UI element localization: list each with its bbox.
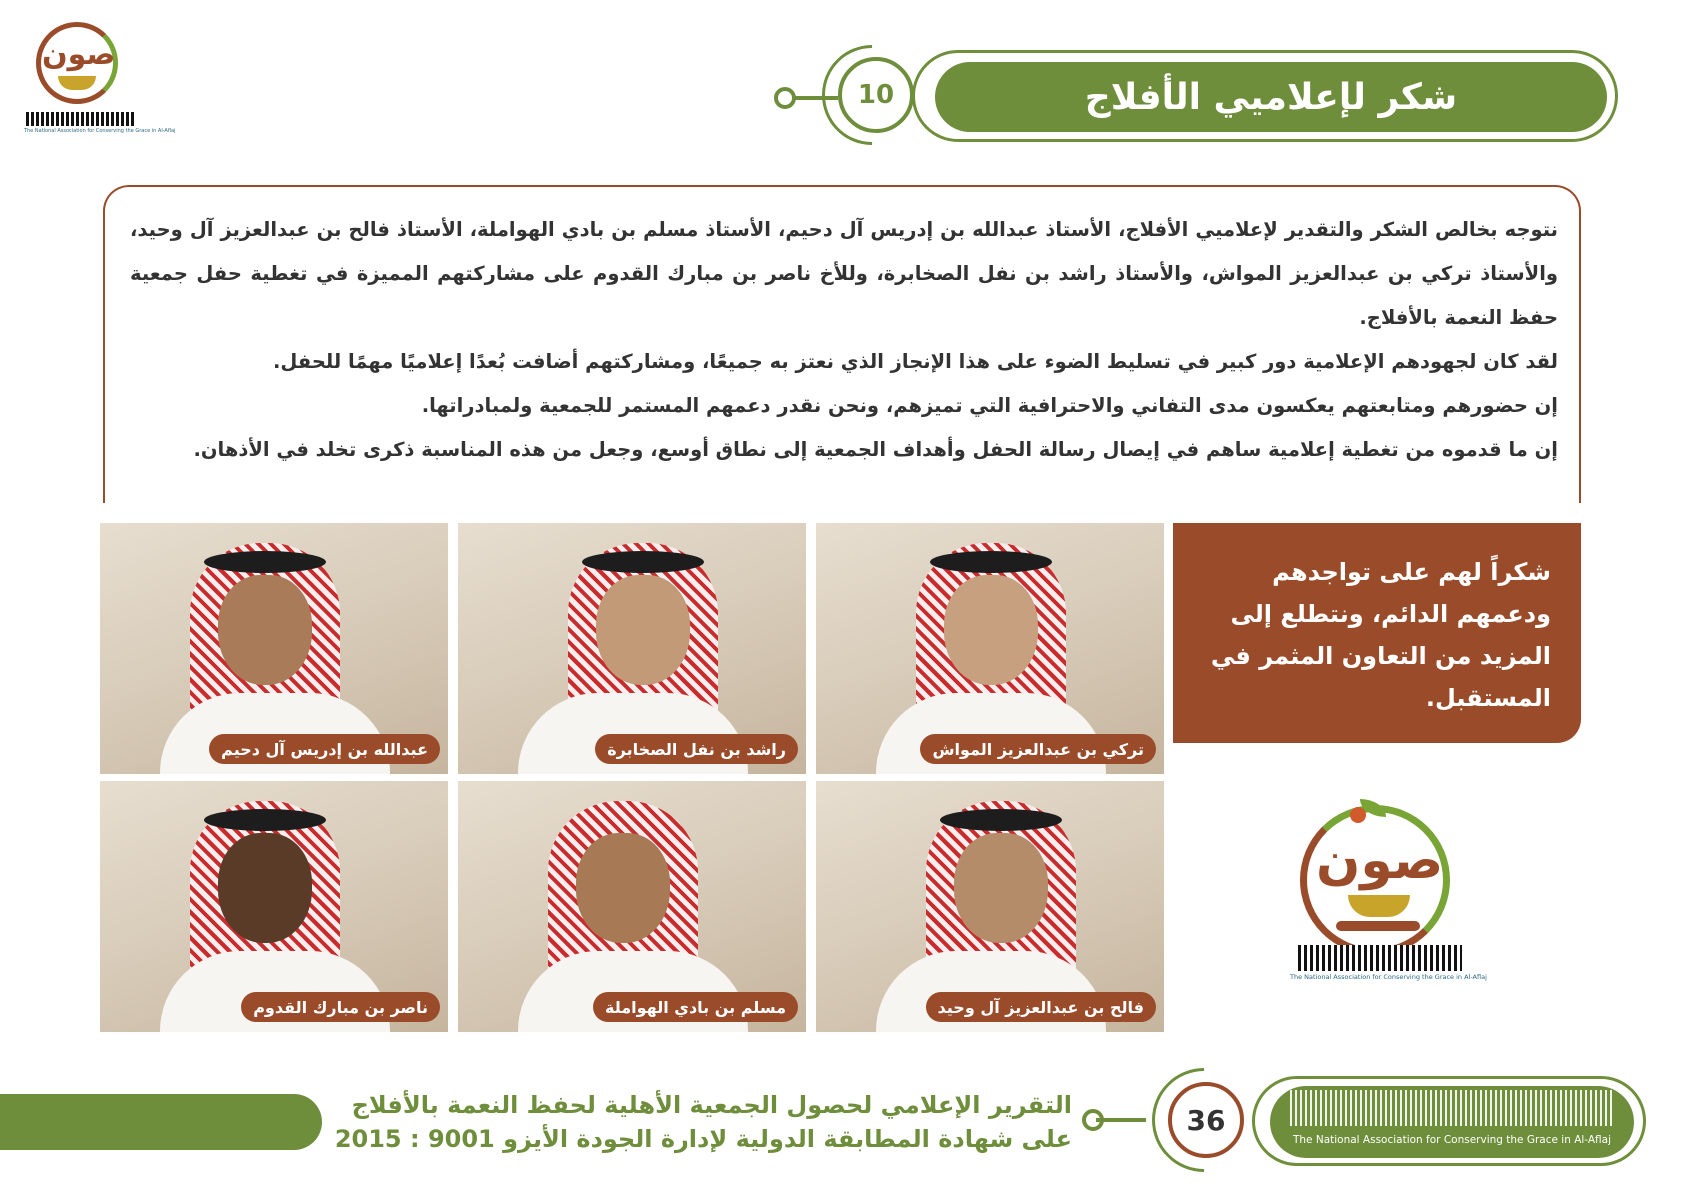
- face-shape: [596, 575, 690, 685]
- photo-falih: [816, 781, 1164, 1032]
- hand-icon: [1336, 921, 1420, 931]
- photo-caption: عبدالله بن إدريس آل دحيم: [209, 734, 440, 764]
- header-connector-dot: [774, 87, 796, 109]
- photo-muslim: [458, 781, 806, 1032]
- fruit-icon: [1350, 807, 1366, 823]
- face-shape: [218, 575, 312, 685]
- photo-caption: مسلم بن بادي الهواملة: [593, 992, 798, 1022]
- photo-rashid: [458, 523, 806, 774]
- thanks-body-text: [130, 208, 1558, 472]
- face-shape: [576, 833, 670, 943]
- face-shape: [944, 575, 1038, 685]
- logo-calligraphy-band: [26, 112, 134, 126]
- page-number: 36: [1168, 1082, 1244, 1158]
- face-shape: [954, 833, 1048, 943]
- agal-shape: [204, 551, 326, 573]
- agal-shape: [582, 551, 704, 573]
- page-title: شكر لإعلاميي الأفلاج: [935, 62, 1607, 132]
- association-logo-small: [24, 18, 176, 134]
- thanks-box: شكراً لهم على تواجدهم ودعمهم الدائم، ونتطلع إلى المزيد من التعاون المثمر في المستقبل.: [1173, 523, 1581, 743]
- agal-shape: [940, 809, 1062, 831]
- photo-caption: فالح بن عبدالعزيز آل وحيد: [926, 992, 1156, 1022]
- face-shape: [218, 833, 312, 943]
- photo-caption: ناصر بن مبارك القدوم: [241, 992, 440, 1022]
- logo-word: صون: [42, 37, 116, 72]
- org-calligraphy-logo: [1290, 1090, 1614, 1126]
- paragraph-coverage: إن ما قدموه من تغطية إعلامية ساهم في إيصال رسالة الحفل وأهداف الجمعية إلى نطاق أوسع، وجعل من هذه المناسبة ذكرى تخلد في الأذهان.: [193, 438, 1558, 461]
- paragraph-efforts: لقد كان لجهودهم الإعلامية دور كبير في تسليط الضوء على هذا الإنجاز الذي نعتز به جميعًا، ومشاركتهم أضافت بُعدًا إعلاميًا مهمًا للحفل.: [272, 350, 1558, 373]
- paragraph-intro: نتوجه بخالص الشكر والتقدير لإعلاميي الأفلاج، الأستاذ عبدالله بن إدريس آل دحيم، الأستاذ مسلم بن بادي الهواملة، الأستاذ فالح بن عبدالعزيز آل وحيد، والأستاذ تركي بن عبدالعزيز المواش، والأستاذ راشد بن نفل الصخابرة، وللأخ ناصر بن مبارك القدوم على مشاركتهم المميزة في تغطية حفل جمعية حفظ النعمة بالأفلاج.: [130, 218, 1558, 329]
- agal-shape: [930, 551, 1052, 573]
- photo-abdullah: [100, 523, 448, 774]
- footer-title-line1: التقرير الإعلامي لحصول الجمعية الأهلية لحفظ النعمة بالأفلاج: [351, 1091, 1072, 1119]
- footer-connector-line: [1096, 1118, 1146, 1122]
- footer-report-title: [330, 1088, 1072, 1156]
- agal-shape: [204, 809, 326, 831]
- photo-nasser: [100, 781, 448, 1032]
- logo-caption: The National Association for Conserving the Grace in Al-Aflaj: [24, 128, 176, 134]
- association-logo-large: [1290, 795, 1487, 985]
- logo-word: صون: [1316, 831, 1444, 891]
- footer-green-bar: [0, 1094, 322, 1150]
- photo-turki: [816, 523, 1164, 774]
- footer-title-line2: على شهادة المطابقة الدولية لإدارة الجودة الأيزو 9001 : 2015: [334, 1125, 1072, 1153]
- footer-org-english: The National Association for Conserving the Grace in Al-Aflaj: [1292, 1134, 1612, 1146]
- logo-calligraphy-band: [1298, 945, 1462, 971]
- header-connector-line: [790, 96, 838, 100]
- logo-caption: The National Association for Conserving the Grace in Al-Aflaj: [1290, 973, 1487, 981]
- paragraph-presence: إن حضورهم ومتابعتهم يعكسون مدى التفاني والاحترافية التي تميزهم، ونحن نقدر دعمهم المستمر للجمعية ولمبادراتها.: [421, 394, 1558, 417]
- photo-caption: راشد بن نفل الصخابرة: [595, 734, 798, 764]
- photo-caption: تركي بن عبدالعزيز المواش: [920, 734, 1156, 764]
- section-number: 10: [838, 57, 914, 133]
